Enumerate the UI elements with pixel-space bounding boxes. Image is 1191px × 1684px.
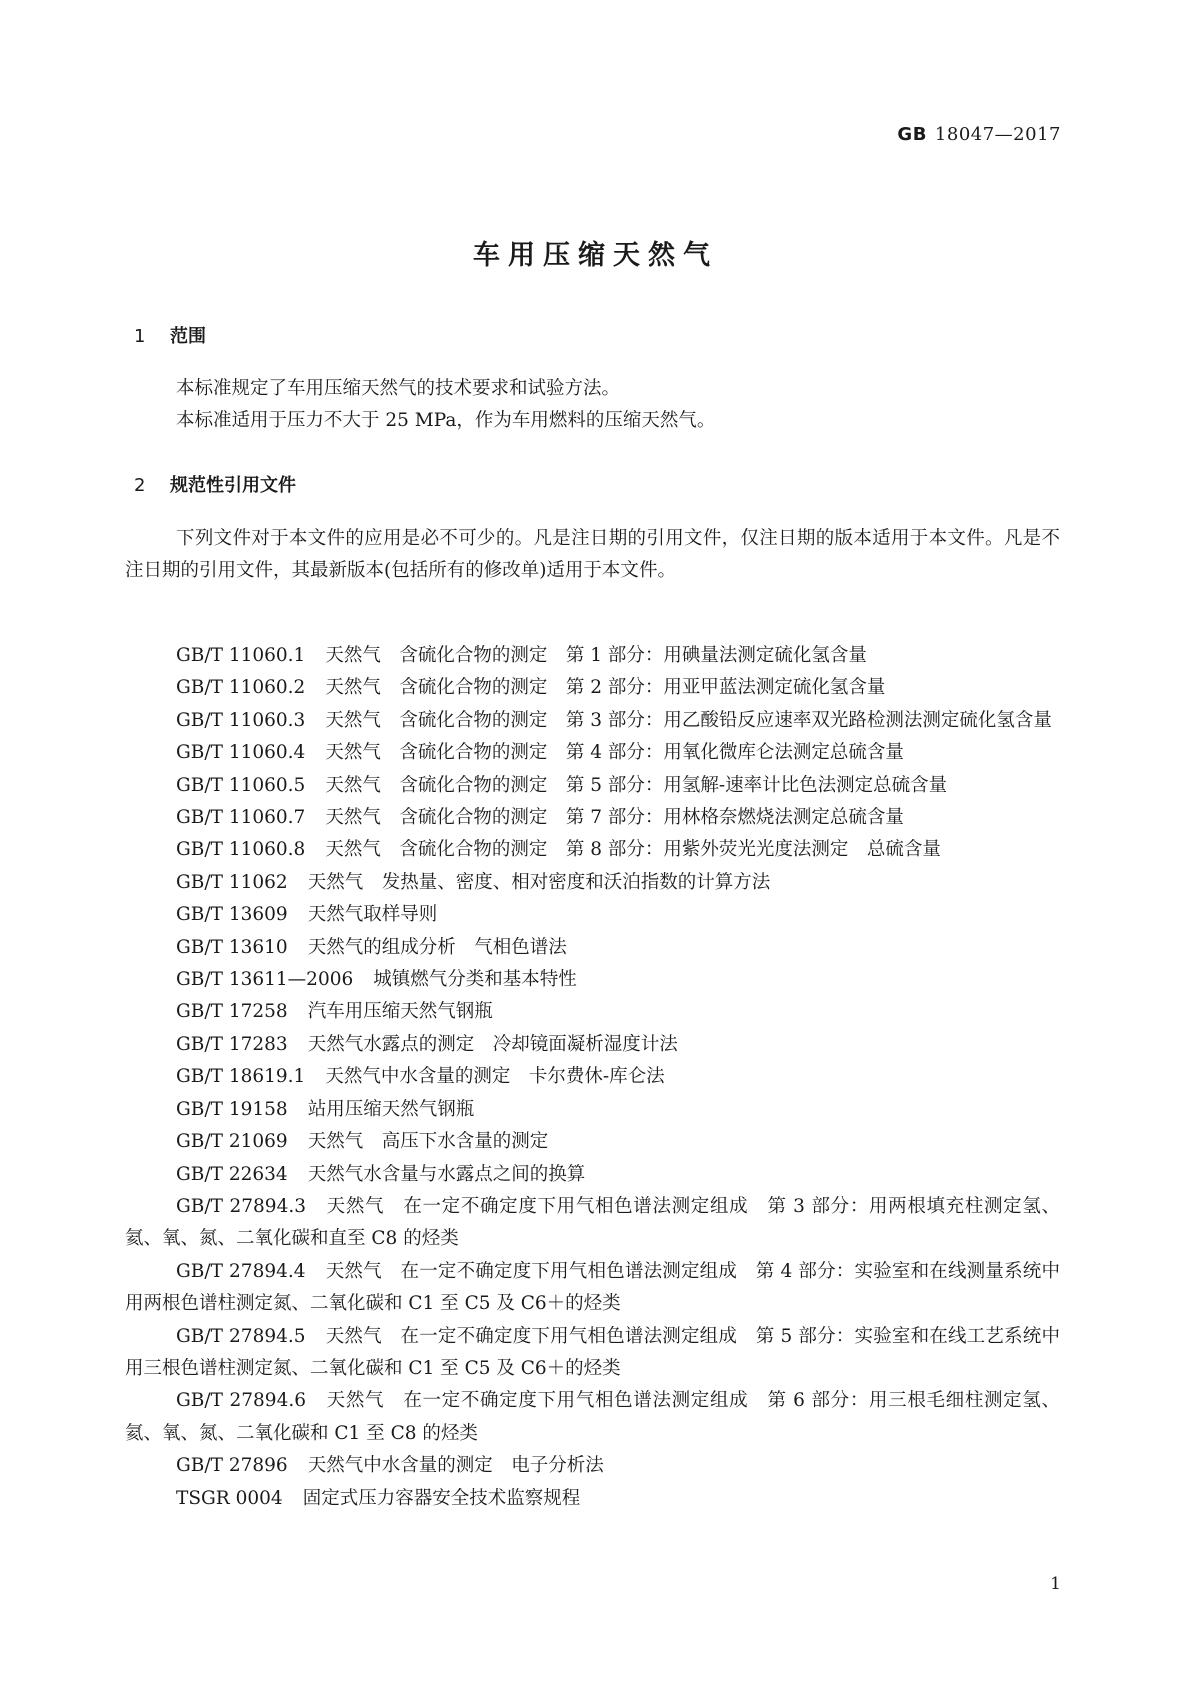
reference-item (125, 899, 1060, 931)
section-number: 2 (134, 475, 146, 496)
reference-title: 天然气 含硫化合物的测定 第 8 部分：用紫外荧光光度法测定 总硫含量 (325, 839, 941, 861)
reference-code: GB/T 19158 (176, 1098, 288, 1120)
reference-code: GB/T 21069 (176, 1131, 288, 1153)
reference-title: 城镇燃气分类和基本特性 (373, 969, 577, 991)
reference-code: GB/T 11060.1 (176, 645, 306, 666)
reference-code: GB/T 17283 (176, 1033, 288, 1055)
section-2-heading (134, 471, 296, 497)
reference-code: GB/T 27894.4 (176, 1260, 306, 1282)
section-title: 规范性引用文件 (170, 475, 296, 496)
reference-title: 天然气 在一定不确定度下用气相色谱法测定组成 第 6 部分：用三根毛细柱测定氢、氦、氧、氮、二氧化碳和 C1 至 C8 的烃类 (125, 1390, 1060, 1444)
reference-code: GB/T 11060.8 (176, 839, 306, 861)
reference-item (125, 1126, 1060, 1158)
reference-item (125, 802, 1060, 834)
section-1-heading (134, 322, 206, 348)
reference-code: GB/T 11060.5 (176, 774, 306, 796)
reference-code: GB/T 13610 (176, 936, 288, 958)
standard-number: 18047—2017 (934, 124, 1061, 145)
page-number: 1 (1050, 1574, 1061, 1594)
reference-item (125, 737, 1060, 769)
reference-item (125, 867, 1060, 899)
reference-code: GB/T 11060.4 (176, 742, 306, 764)
reference-code: GB/T 11060.7 (176, 807, 306, 829)
section-title: 范围 (170, 326, 206, 347)
reference-item (125, 932, 1060, 964)
reference-item (125, 1191, 1060, 1256)
paragraph: 本标准适用于压力不大于 25 MPa，作为车用燃料的压缩天然气。 (176, 410, 716, 431)
reference-item (125, 1061, 1060, 1093)
reference-code: TSGR 0004 (176, 1487, 283, 1509)
section-2-intro (125, 523, 1060, 587)
reference-item (125, 1159, 1060, 1191)
reference-item (125, 1321, 1060, 1386)
reference-item (125, 1483, 1060, 1515)
reference-title: 天然气 含硫化合物的测定 第 5 部分：用氢解-速率计比色法测定总硫含量 (325, 774, 948, 796)
section-1-body (125, 373, 1060, 437)
reference-item (125, 705, 1060, 737)
reference-code: GB/T 27894.6 (176, 1390, 306, 1412)
reference-title: 天然气取样导则 (307, 904, 438, 926)
reference-title: 天然气 含硫化合物的测定 第 7 部分：用林格奈燃烧法测定总硫含量 (325, 807, 904, 829)
section-number: 1 (134, 326, 146, 347)
reference-item (125, 964, 1060, 996)
reference-code: GB/T 13611—2006 (176, 969, 354, 991)
reference-title: 固定式压力容器安全技术监察规程 (302, 1487, 581, 1509)
reference-title: 天然气中水含量的测定 电子分析法 (307, 1455, 604, 1477)
reference-code: GB/T 11062 (176, 871, 288, 893)
document-title: 车用压缩天然气 (473, 240, 718, 271)
reference-title: 天然气水露点的测定 冷却镜面凝析湿度计法 (307, 1033, 678, 1055)
reference-code: GB/T 22634 (176, 1163, 288, 1185)
reference-code: GB/T 11060.3 (176, 709, 306, 731)
reference-item (125, 640, 1060, 672)
reference-title: 天然气 含硫化合物的测定 第 1 部分：用碘量法测定硫化氢含量 (325, 645, 867, 666)
reference-code: GB/T 27894.3 (176, 1195, 306, 1217)
reference-code: GB/T 17258 (176, 1001, 288, 1023)
reference-item (125, 1450, 1060, 1482)
reference-item (125, 672, 1060, 704)
reference-code: GB/T 11060.2 (176, 677, 306, 699)
reference-title: 天然气 发热量、密度、相对密度和沃泊指数的计算方法 (307, 871, 771, 893)
reference-title: 天然气 含硫化合物的测定 第 4 部分：用氧化微库仑法测定总硫含量 (325, 742, 904, 764)
reference-code: GB/T 27896 (176, 1455, 288, 1477)
reference-title: 天然气 在一定不确定度下用气相色谱法测定组成 第 3 部分：用两根填充柱测定氢、氦、氧、氮、二氧化碳和直至 C8 的烃类 (125, 1195, 1060, 1250)
reference-title: 天然气的组成分析 气相色谱法 (307, 936, 567, 958)
reference-title: 天然气 在一定不确定度下用气相色谱法测定组成 第 4 部分：实验室和在线测量系统中用两根色谱柱测定氮、二氧化碳和 C1 至 C5 及 C6＋的烃类 (125, 1260, 1060, 1315)
reference-item (125, 996, 1060, 1028)
reference-title: 天然气 高压下水含量的测定 (307, 1131, 549, 1153)
paragraph: 下列文件对于本文件的应用是必不可少的。凡是注日期的引用文件，仅注日期的版本适用于本文件。凡是不注日期的引用文件，其最新版本(包括所有的修改单)适用于本文件。 (125, 528, 1060, 581)
reference-list (125, 640, 1060, 1515)
reference-item (125, 1256, 1060, 1321)
reference-item (125, 834, 1060, 866)
standard-code (897, 124, 1061, 145)
paragraph: 本标准规定了车用压缩天然气的技术要求和试验方法。 (176, 378, 621, 399)
reference-title: 汽车用压缩天然气钢瓶 (307, 1001, 493, 1023)
reference-item (125, 770, 1060, 802)
reference-title: 天然气水含量与水露点之间的换算 (307, 1163, 586, 1185)
reference-item (125, 1385, 1060, 1450)
reference-code: GB/T 13609 (176, 904, 288, 926)
reference-item (125, 1094, 1060, 1126)
reference-title: 天然气中水含量的测定 卡尔费休-库仑法 (325, 1066, 665, 1088)
reference-code: GB/T 27894.5 (176, 1325, 306, 1347)
reference-title: 天然气 在一定不确定度下用气相色谱法测定组成 第 5 部分：实验室和在线工艺系统中用三根色谱柱测定氮、二氧化碳和 C1 至 C5 及 C6＋的烃类 (125, 1325, 1060, 1379)
reference-item (125, 1029, 1060, 1061)
reference-code: GB/T 18619.1 (176, 1066, 306, 1088)
reference-title: 站用压缩天然气钢瓶 (307, 1098, 475, 1120)
reference-title: 天然气 含硫化合物的测定 第 3 部分：用乙酸铅反应速率双光路检测法测定硫化氢含量 (325, 709, 1052, 731)
reference-title: 天然气 含硫化合物的测定 第 2 部分：用亚甲蓝法测定硫化氢含量 (325, 677, 886, 699)
standard-prefix: GB (897, 124, 927, 145)
